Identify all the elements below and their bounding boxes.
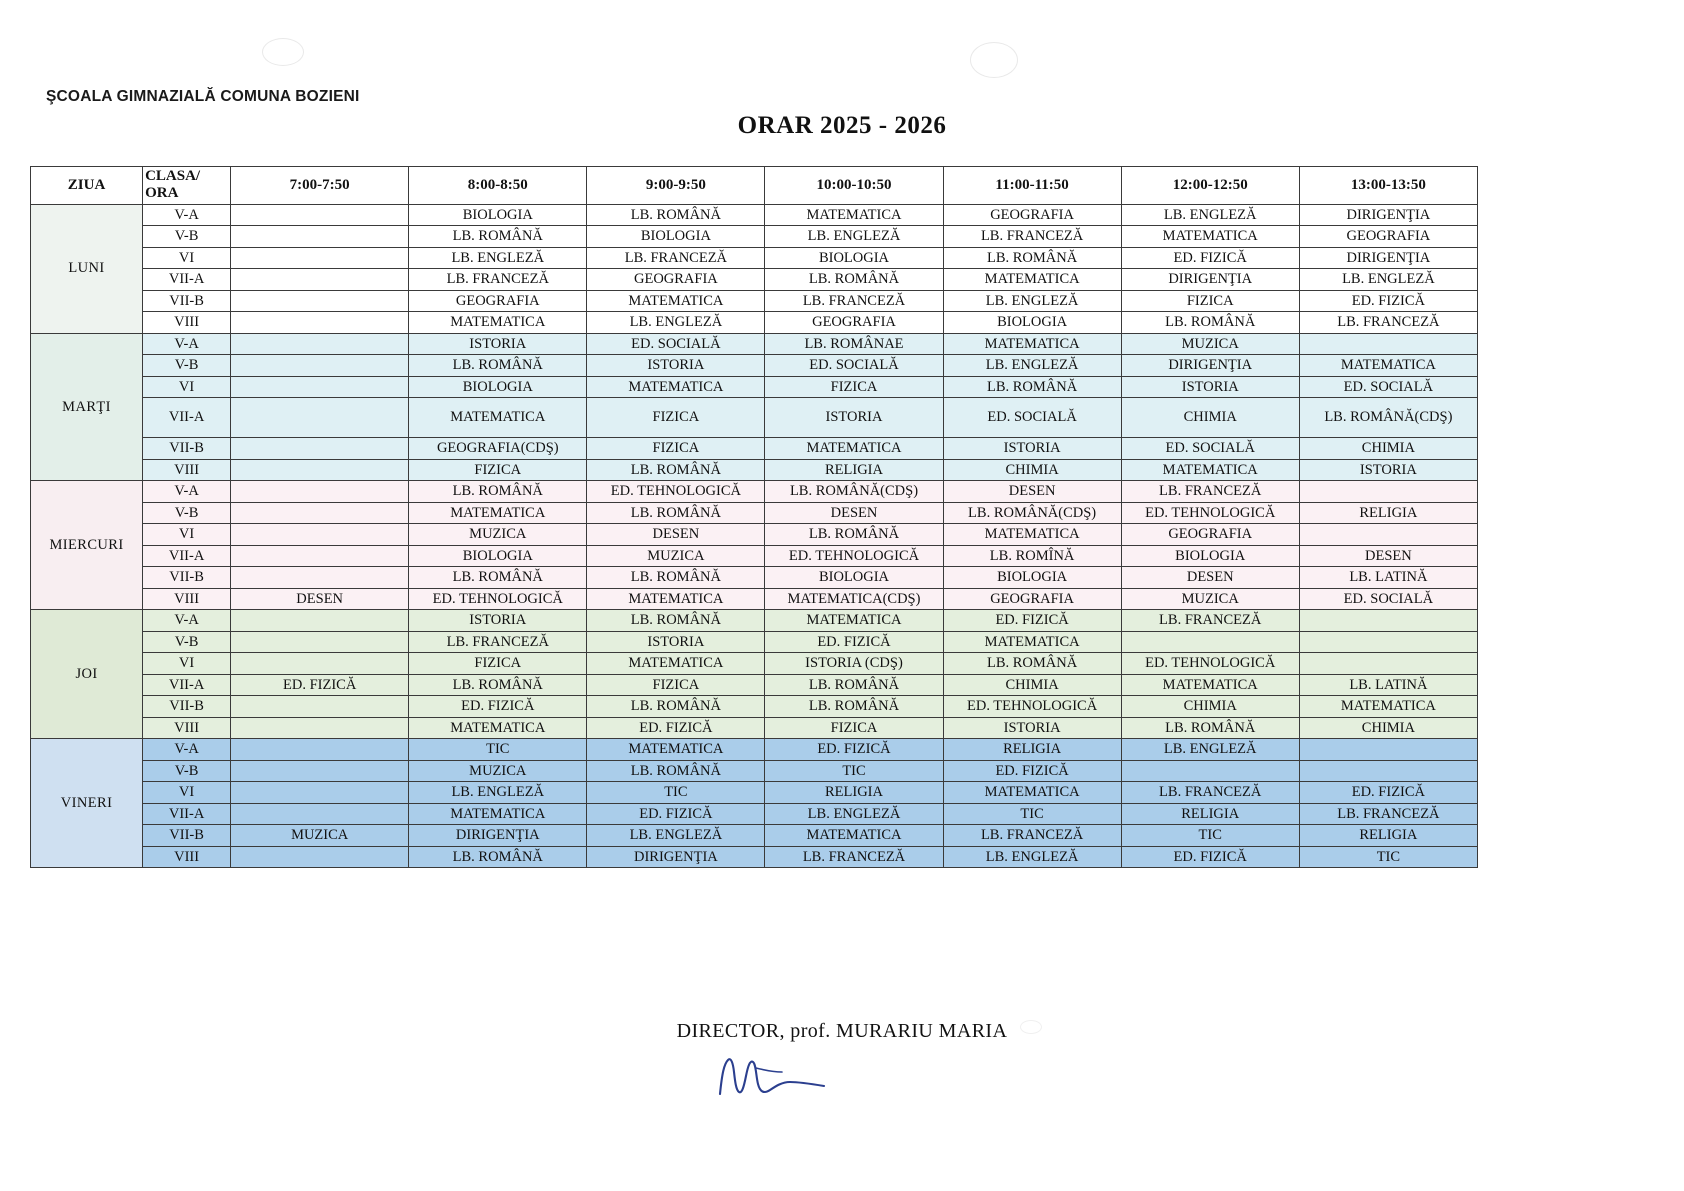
subject-cell: LB. ROMÂNĂ (409, 674, 587, 696)
subject-cell: LB. ROMÂNĂ (943, 376, 1121, 398)
subject-cell: ED. FIZICĂ (587, 717, 765, 739)
subject-cell: ISTORIA (587, 355, 765, 377)
subject-cell: MATEMATICA (765, 610, 943, 632)
subject-cell: GEOGRAFIA (1121, 524, 1299, 546)
subject-cell: LB. FRANCEZĂ (765, 290, 943, 312)
header-cell-slot-4: 10:00-10:50 (765, 167, 943, 205)
subject-cell: LB. ROMÂNĂ (587, 459, 765, 481)
subject-cell (231, 739, 409, 761)
subject-cell: ED. FIZICĂ (943, 610, 1121, 632)
subject-cell: MATEMATICA (587, 290, 765, 312)
class-cell: VIII (143, 717, 231, 739)
subject-cell: MATEMATICA (409, 717, 587, 739)
subject-cell: LB. ROMÂNĂ (409, 226, 587, 248)
day-cell-luni: LUNI (31, 204, 143, 333)
subject-cell: MATEMATICA (943, 333, 1121, 355)
subject-cell: MATEMATICA (943, 631, 1121, 653)
subject-cell (231, 459, 409, 481)
subject-cell: LB. ROMÂNĂ (587, 502, 765, 524)
subject-cell: ED. SOCIALĂ (765, 355, 943, 377)
subject-cell: CHIMIA (943, 674, 1121, 696)
day-cell-joi: JOI (31, 610, 143, 739)
subject-cell (1299, 760, 1477, 782)
subject-cell (231, 204, 409, 226)
class-cell: V-A (143, 739, 231, 761)
timetable-container (30, 166, 1478, 868)
subject-cell: MUZICA (409, 524, 587, 546)
subject-cell (231, 803, 409, 825)
subject-cell: GEOGRAFIA(CDŞ) (409, 438, 587, 460)
class-cell: V-B (143, 355, 231, 377)
subject-cell: LB. ROMÂNĂ (587, 610, 765, 632)
table-row (31, 567, 1478, 589)
subject-cell: LB. ROMÂNĂ (943, 653, 1121, 675)
subject-cell: ED. FIZICĂ (409, 696, 587, 718)
table-row (31, 226, 1478, 248)
subject-cell: LB. ROMÂNĂ (765, 674, 943, 696)
subject-cell (231, 481, 409, 503)
table-row (31, 674, 1478, 696)
subject-cell: ISTORIA (587, 631, 765, 653)
class-cell: VIII (143, 459, 231, 481)
class-cell: VII-B (143, 567, 231, 589)
subject-cell (231, 355, 409, 377)
subject-cell: GEOGRAFIA (943, 588, 1121, 610)
handwritten-signature (712, 1048, 842, 1108)
table-row (31, 247, 1478, 269)
subject-cell: RELIGIA (1299, 825, 1477, 847)
subject-cell: GEOGRAFIA (409, 290, 587, 312)
subject-cell: FIZICA (587, 398, 765, 438)
director-signature-label: DIRECTOR, prof. MURARIU MARIA (676, 1020, 1008, 1042)
class-cell: VII-A (143, 398, 231, 438)
subject-cell: ED. TEHNOLOGICĂ (1121, 653, 1299, 675)
subject-cell: CHIMIA (1121, 696, 1299, 718)
subject-cell: DESEN (765, 502, 943, 524)
header-cell-class-line1: CLASA/ (145, 168, 201, 184)
subject-cell: LB. FRANCEZĂ (1121, 481, 1299, 503)
table-row (31, 481, 1478, 503)
subject-cell (231, 247, 409, 269)
subject-cell: LB. ROMÂNĂ (409, 355, 587, 377)
scan-artifact-mark (262, 38, 304, 66)
subject-cell: LB. ENGLEZĂ (1121, 739, 1299, 761)
subject-cell: BIOLOGIA (409, 376, 587, 398)
class-cell: VII-A (143, 674, 231, 696)
subject-cell: LB. FRANCEZĂ (409, 269, 587, 291)
subject-cell (231, 333, 409, 355)
subject-cell: FIZICA (587, 438, 765, 460)
subject-cell: ED. SOCIALĂ (587, 333, 765, 355)
subject-cell: GEOGRAFIA (1299, 226, 1477, 248)
subject-cell: ED. FIZICĂ (1299, 290, 1477, 312)
subject-cell (1299, 631, 1477, 653)
subject-cell: CHIMIA (1299, 438, 1477, 460)
class-cell: V-A (143, 610, 231, 632)
subject-cell: ED. TEHNOLOGICĂ (587, 481, 765, 503)
subject-cell (1299, 333, 1477, 355)
subject-cell (231, 312, 409, 334)
subject-cell (1299, 739, 1477, 761)
subject-cell: DIRIGENŢIA (1299, 204, 1477, 226)
table-row (31, 333, 1478, 355)
class-cell: VII-A (143, 545, 231, 567)
subject-cell: DIRIGENŢIA (587, 846, 765, 868)
class-cell: VII-A (143, 269, 231, 291)
subject-cell: TIC (409, 739, 587, 761)
subject-cell: LB. ENGLEZĂ (943, 846, 1121, 868)
subject-cell: LB. ENGLEZĂ (1121, 204, 1299, 226)
subject-cell: MATEMATICA (943, 269, 1121, 291)
subject-cell: CHIMIA (1299, 717, 1477, 739)
subject-cell: BIOLOGIA (943, 567, 1121, 589)
subject-cell: ED. SOCIALĂ (1299, 588, 1477, 610)
subject-cell: LB. ROMÎNĂ (943, 545, 1121, 567)
table-row (31, 696, 1478, 718)
class-cell: VII-B (143, 696, 231, 718)
subject-cell: ED. FIZICĂ (765, 631, 943, 653)
page-title: ORAR 2025 - 2026 (737, 112, 947, 139)
table-row (31, 269, 1478, 291)
subject-cell: ISTORIA (943, 438, 1121, 460)
subject-cell: FIZICA (765, 717, 943, 739)
subject-cell (231, 717, 409, 739)
subject-cell: LB. ROMÂNĂ(CDŞ) (765, 481, 943, 503)
subject-cell: ISTORIA (409, 333, 587, 355)
subject-cell: ED. SOCIALĂ (943, 398, 1121, 438)
table-row (31, 524, 1478, 546)
subject-cell: DIRIGENŢIA (409, 825, 587, 847)
header-cell-slot-2: 8:00-8:50 (409, 167, 587, 205)
subject-cell: MATEMATICA (765, 825, 943, 847)
subject-cell (231, 269, 409, 291)
table-row (31, 502, 1478, 524)
class-cell: VII-B (143, 290, 231, 312)
subject-cell: LB. ROMÂNĂ (587, 760, 765, 782)
subject-cell: MATEMATICA (587, 588, 765, 610)
table-row (31, 717, 1478, 739)
table-row (31, 376, 1478, 398)
header-cell-slot-7: 13:00-13:50 (1299, 167, 1477, 205)
subject-cell: LB. ROMÂNĂ (1121, 717, 1299, 739)
subject-cell: FIZICA (1121, 290, 1299, 312)
class-cell: VI (143, 376, 231, 398)
subject-cell: RELIGIA (1121, 803, 1299, 825)
subject-cell: MATEMATICA (1121, 674, 1299, 696)
subject-cell: MATEMATICA (943, 524, 1121, 546)
header-cell-day: ZIUA (31, 167, 143, 205)
subject-cell: LB. ROMÂNĂ (765, 524, 943, 546)
table-row (31, 610, 1478, 632)
subject-cell: MUZICA (409, 760, 587, 782)
class-cell: VIII (143, 312, 231, 334)
subject-cell: LB. LATINĂ (1299, 567, 1477, 589)
subject-cell: RELIGIA (1299, 502, 1477, 524)
subject-cell: MATEMATICA (943, 782, 1121, 804)
subject-cell (231, 782, 409, 804)
subject-cell: LB. ROMÂNĂ(CDŞ) (943, 502, 1121, 524)
subject-cell: MUZICA (231, 825, 409, 847)
subject-cell: MUZICA (1121, 333, 1299, 355)
class-cell: VII-B (143, 438, 231, 460)
day-cell-miercuri: MIERCURI (31, 481, 143, 610)
subject-cell (1299, 653, 1477, 675)
subject-cell: LB. ROMÂNĂ (587, 567, 765, 589)
table-row (31, 545, 1478, 567)
table-row (31, 459, 1478, 481)
subject-cell: BIOLOGIA (765, 247, 943, 269)
subject-cell: CHIMIA (943, 459, 1121, 481)
subject-cell (1121, 760, 1299, 782)
subject-cell: DIRIGENŢIA (1121, 269, 1299, 291)
subject-cell: LB. ENGLEZĂ (943, 355, 1121, 377)
subject-cell (231, 376, 409, 398)
table-row (31, 290, 1478, 312)
subject-cell (231, 524, 409, 546)
header-cell-class-line2: ORA (145, 185, 179, 202)
subject-cell: ED. FIZICĂ (765, 739, 943, 761)
subject-cell (231, 290, 409, 312)
timetable-header (31, 167, 1478, 205)
subject-cell: MATEMATICA (1299, 696, 1477, 718)
header-row (31, 167, 1478, 205)
subject-cell (231, 438, 409, 460)
subject-cell: GEOGRAFIA (765, 312, 943, 334)
subject-cell (231, 760, 409, 782)
subject-cell: DESEN (587, 524, 765, 546)
subject-cell: ED. FIZICĂ (231, 674, 409, 696)
header-cell-slot-1: 7:00-7:50 (231, 167, 409, 205)
subject-cell: LB. ENGLEZĂ (943, 290, 1121, 312)
table-row (31, 438, 1478, 460)
subject-cell: RELIGIA (765, 459, 943, 481)
table-row (31, 398, 1478, 438)
subject-cell: ISTORIA (943, 717, 1121, 739)
subject-cell: ED. FIZICĂ (943, 760, 1121, 782)
subject-cell: DESEN (1299, 545, 1477, 567)
subject-cell: MATEMATICA (1121, 459, 1299, 481)
header-cell-slot-6: 12:00-12:50 (1121, 167, 1299, 205)
subject-cell: LB. ROMÂNĂ (1121, 312, 1299, 334)
subject-cell: LB. ROMÂNĂ (587, 696, 765, 718)
subject-cell: DESEN (943, 481, 1121, 503)
subject-cell: BIOLOGIA (765, 567, 943, 589)
subject-cell: TIC (1121, 825, 1299, 847)
subject-cell: CHIMIA (1121, 398, 1299, 438)
subject-cell (231, 545, 409, 567)
class-cell: V-B (143, 226, 231, 248)
subject-cell: LB. FRANCEZĂ (1299, 803, 1477, 825)
table-row (31, 204, 1478, 226)
subject-cell: ED. TEHNOLOGICĂ (765, 545, 943, 567)
subject-cell: BIOLOGIA (409, 545, 587, 567)
class-cell: VII-B (143, 825, 231, 847)
subject-cell: BIOLOGIA (409, 204, 587, 226)
subject-cell (1121, 631, 1299, 653)
table-row (31, 588, 1478, 610)
table-row (31, 825, 1478, 847)
subject-cell: BIOLOGIA (1121, 545, 1299, 567)
subject-cell: MATEMATICA (587, 376, 765, 398)
subject-cell: ED. FIZICĂ (1299, 782, 1477, 804)
subject-cell: TIC (943, 803, 1121, 825)
day-cell-vineri: VINERI (31, 739, 143, 868)
class-cell: VI (143, 653, 231, 675)
class-cell: V-A (143, 333, 231, 355)
subject-cell: MATEMATICA (409, 312, 587, 334)
subject-cell: ISTORIA (CDŞ) (765, 653, 943, 675)
subject-cell: LB. FRANCEZĂ (943, 226, 1121, 248)
subject-cell: ED. TEHNOLOGICĂ (1121, 502, 1299, 524)
subject-cell: ED. SOCIALĂ (1299, 376, 1477, 398)
subject-cell (231, 653, 409, 675)
subject-cell: LB. LATINĂ (1299, 674, 1477, 696)
subject-cell (231, 631, 409, 653)
class-cell: V-A (143, 481, 231, 503)
subject-cell: LB. FRANCEZĂ (1121, 610, 1299, 632)
subject-cell: MATEMATICA (409, 803, 587, 825)
subject-cell: LB. ROMÂNĂ (409, 481, 587, 503)
table-row (31, 631, 1478, 653)
subject-cell (1299, 481, 1477, 503)
subject-cell: MATEMATICA (1299, 355, 1477, 377)
subject-cell (1299, 524, 1477, 546)
subject-cell (231, 696, 409, 718)
subject-cell: MATEMATICA(CDŞ) (765, 588, 943, 610)
subject-cell: MATEMATICA (409, 398, 587, 438)
table-row (31, 760, 1478, 782)
class-cell: V-B (143, 760, 231, 782)
class-cell: VI (143, 524, 231, 546)
subject-cell: LB. ROMÂNĂ (409, 846, 587, 868)
subject-cell: MATEMATICA (765, 438, 943, 460)
subject-cell: ED. TEHNOLOGICĂ (943, 696, 1121, 718)
subject-cell: BIOLOGIA (943, 312, 1121, 334)
subject-cell: FIZICA (409, 459, 587, 481)
subject-cell: GEOGRAFIA (943, 204, 1121, 226)
subject-cell: LB. FRANCEZĂ (943, 825, 1121, 847)
table-row (31, 846, 1478, 868)
subject-cell (231, 846, 409, 868)
school-name: ŞCOALA GIMNAZIALĂ COMUNA BOZIENI (46, 88, 360, 105)
subject-cell: FIZICA (765, 376, 943, 398)
subject-cell: MUZICA (587, 545, 765, 567)
subject-cell: LB. ROMÂNĂ (765, 269, 943, 291)
class-cell: VIII (143, 846, 231, 868)
subject-cell: LB. ROMÂNĂ (409, 567, 587, 589)
class-cell: VI (143, 782, 231, 804)
subject-cell: LB. ENGLEZĂ (1299, 269, 1477, 291)
subject-cell: LB. FRANCEZĂ (1299, 312, 1477, 334)
subject-cell: ED. FIZICĂ (587, 803, 765, 825)
subject-cell: LB. FRANCEZĂ (409, 631, 587, 653)
timetable (30, 166, 1478, 868)
subject-cell: ISTORIA (1121, 376, 1299, 398)
subject-cell: FIZICA (409, 653, 587, 675)
subject-cell: ED. TEHNOLOGICĂ (409, 588, 587, 610)
subject-cell: DESEN (231, 588, 409, 610)
subject-cell: ED. FIZICĂ (1121, 247, 1299, 269)
table-row (31, 803, 1478, 825)
header-cell-slot-3: 9:00-9:50 (587, 167, 765, 205)
subject-cell: ED. SOCIALĂ (1121, 438, 1299, 460)
subject-cell (231, 502, 409, 524)
subject-cell: ISTORIA (765, 398, 943, 438)
subject-cell: DIRIGENŢIA (1121, 355, 1299, 377)
subject-cell: RELIGIA (943, 739, 1121, 761)
subject-cell: LB. FRANCEZĂ (587, 247, 765, 269)
class-cell: VIII (143, 588, 231, 610)
subject-cell: LB. ROMÂNAE (765, 333, 943, 355)
subject-cell (1299, 610, 1477, 632)
subject-cell: MATEMATICA (587, 653, 765, 675)
subject-cell: LB. ENGLEZĂ (765, 226, 943, 248)
subject-cell: BIOLOGIA (587, 226, 765, 248)
subject-cell: LB. FRANCEZĂ (765, 846, 943, 868)
subject-cell: LB. ENGLEZĂ (409, 782, 587, 804)
subject-cell: LB. ENGLEZĂ (409, 247, 587, 269)
table-row (31, 739, 1478, 761)
subject-cell (231, 226, 409, 248)
subject-cell: MATEMATICA (1121, 226, 1299, 248)
timetable-body (31, 204, 1478, 868)
subject-cell: LB. ENGLEZĂ (587, 312, 765, 334)
subject-cell: ISTORIA (1299, 459, 1477, 481)
subject-cell: LB. ROMÂNĂ(CDŞ) (1299, 398, 1477, 438)
subject-cell: TIC (1299, 846, 1477, 868)
subject-cell: FIZICA (587, 674, 765, 696)
subject-cell: ISTORIA (409, 610, 587, 632)
subject-cell: ED. FIZICĂ (1121, 846, 1299, 868)
subject-cell (231, 398, 409, 438)
subject-cell: TIC (587, 782, 765, 804)
subject-cell: MUZICA (1121, 588, 1299, 610)
subject-cell (231, 610, 409, 632)
table-row (31, 312, 1478, 334)
subject-cell: LB. ENGLEZĂ (587, 825, 765, 847)
class-cell: V-B (143, 502, 231, 524)
subject-cell: DESEN (1121, 567, 1299, 589)
subject-cell: GEOGRAFIA (587, 269, 765, 291)
subject-cell: LB. ENGLEZĂ (765, 803, 943, 825)
class-cell: VII-A (143, 803, 231, 825)
header-cell-slot-5: 11:00-11:50 (943, 167, 1121, 205)
subject-cell: TIC (765, 760, 943, 782)
table-row (31, 653, 1478, 675)
subject-cell: MATEMATICA (587, 739, 765, 761)
day-cell-marti: MARŢI (31, 333, 143, 481)
header-cell-class (143, 167, 231, 205)
table-row (31, 782, 1478, 804)
subject-cell: LB. ROMÂNĂ (765, 696, 943, 718)
subject-cell: MATEMATICA (409, 502, 587, 524)
class-cell: V-A (143, 204, 231, 226)
scan-artifact-mark (970, 42, 1018, 78)
class-cell: V-B (143, 631, 231, 653)
subject-cell: LB. ROMÂNĂ (943, 247, 1121, 269)
subject-cell: LB. FRANCEZĂ (1121, 782, 1299, 804)
class-cell: VI (143, 247, 231, 269)
subject-cell (231, 567, 409, 589)
table-row (31, 355, 1478, 377)
subject-cell: MATEMATICA (765, 204, 943, 226)
subject-cell: RELIGIA (765, 782, 943, 804)
subject-cell: DIRIGENŢIA (1299, 247, 1477, 269)
subject-cell: LB. ROMÂNĂ (587, 204, 765, 226)
